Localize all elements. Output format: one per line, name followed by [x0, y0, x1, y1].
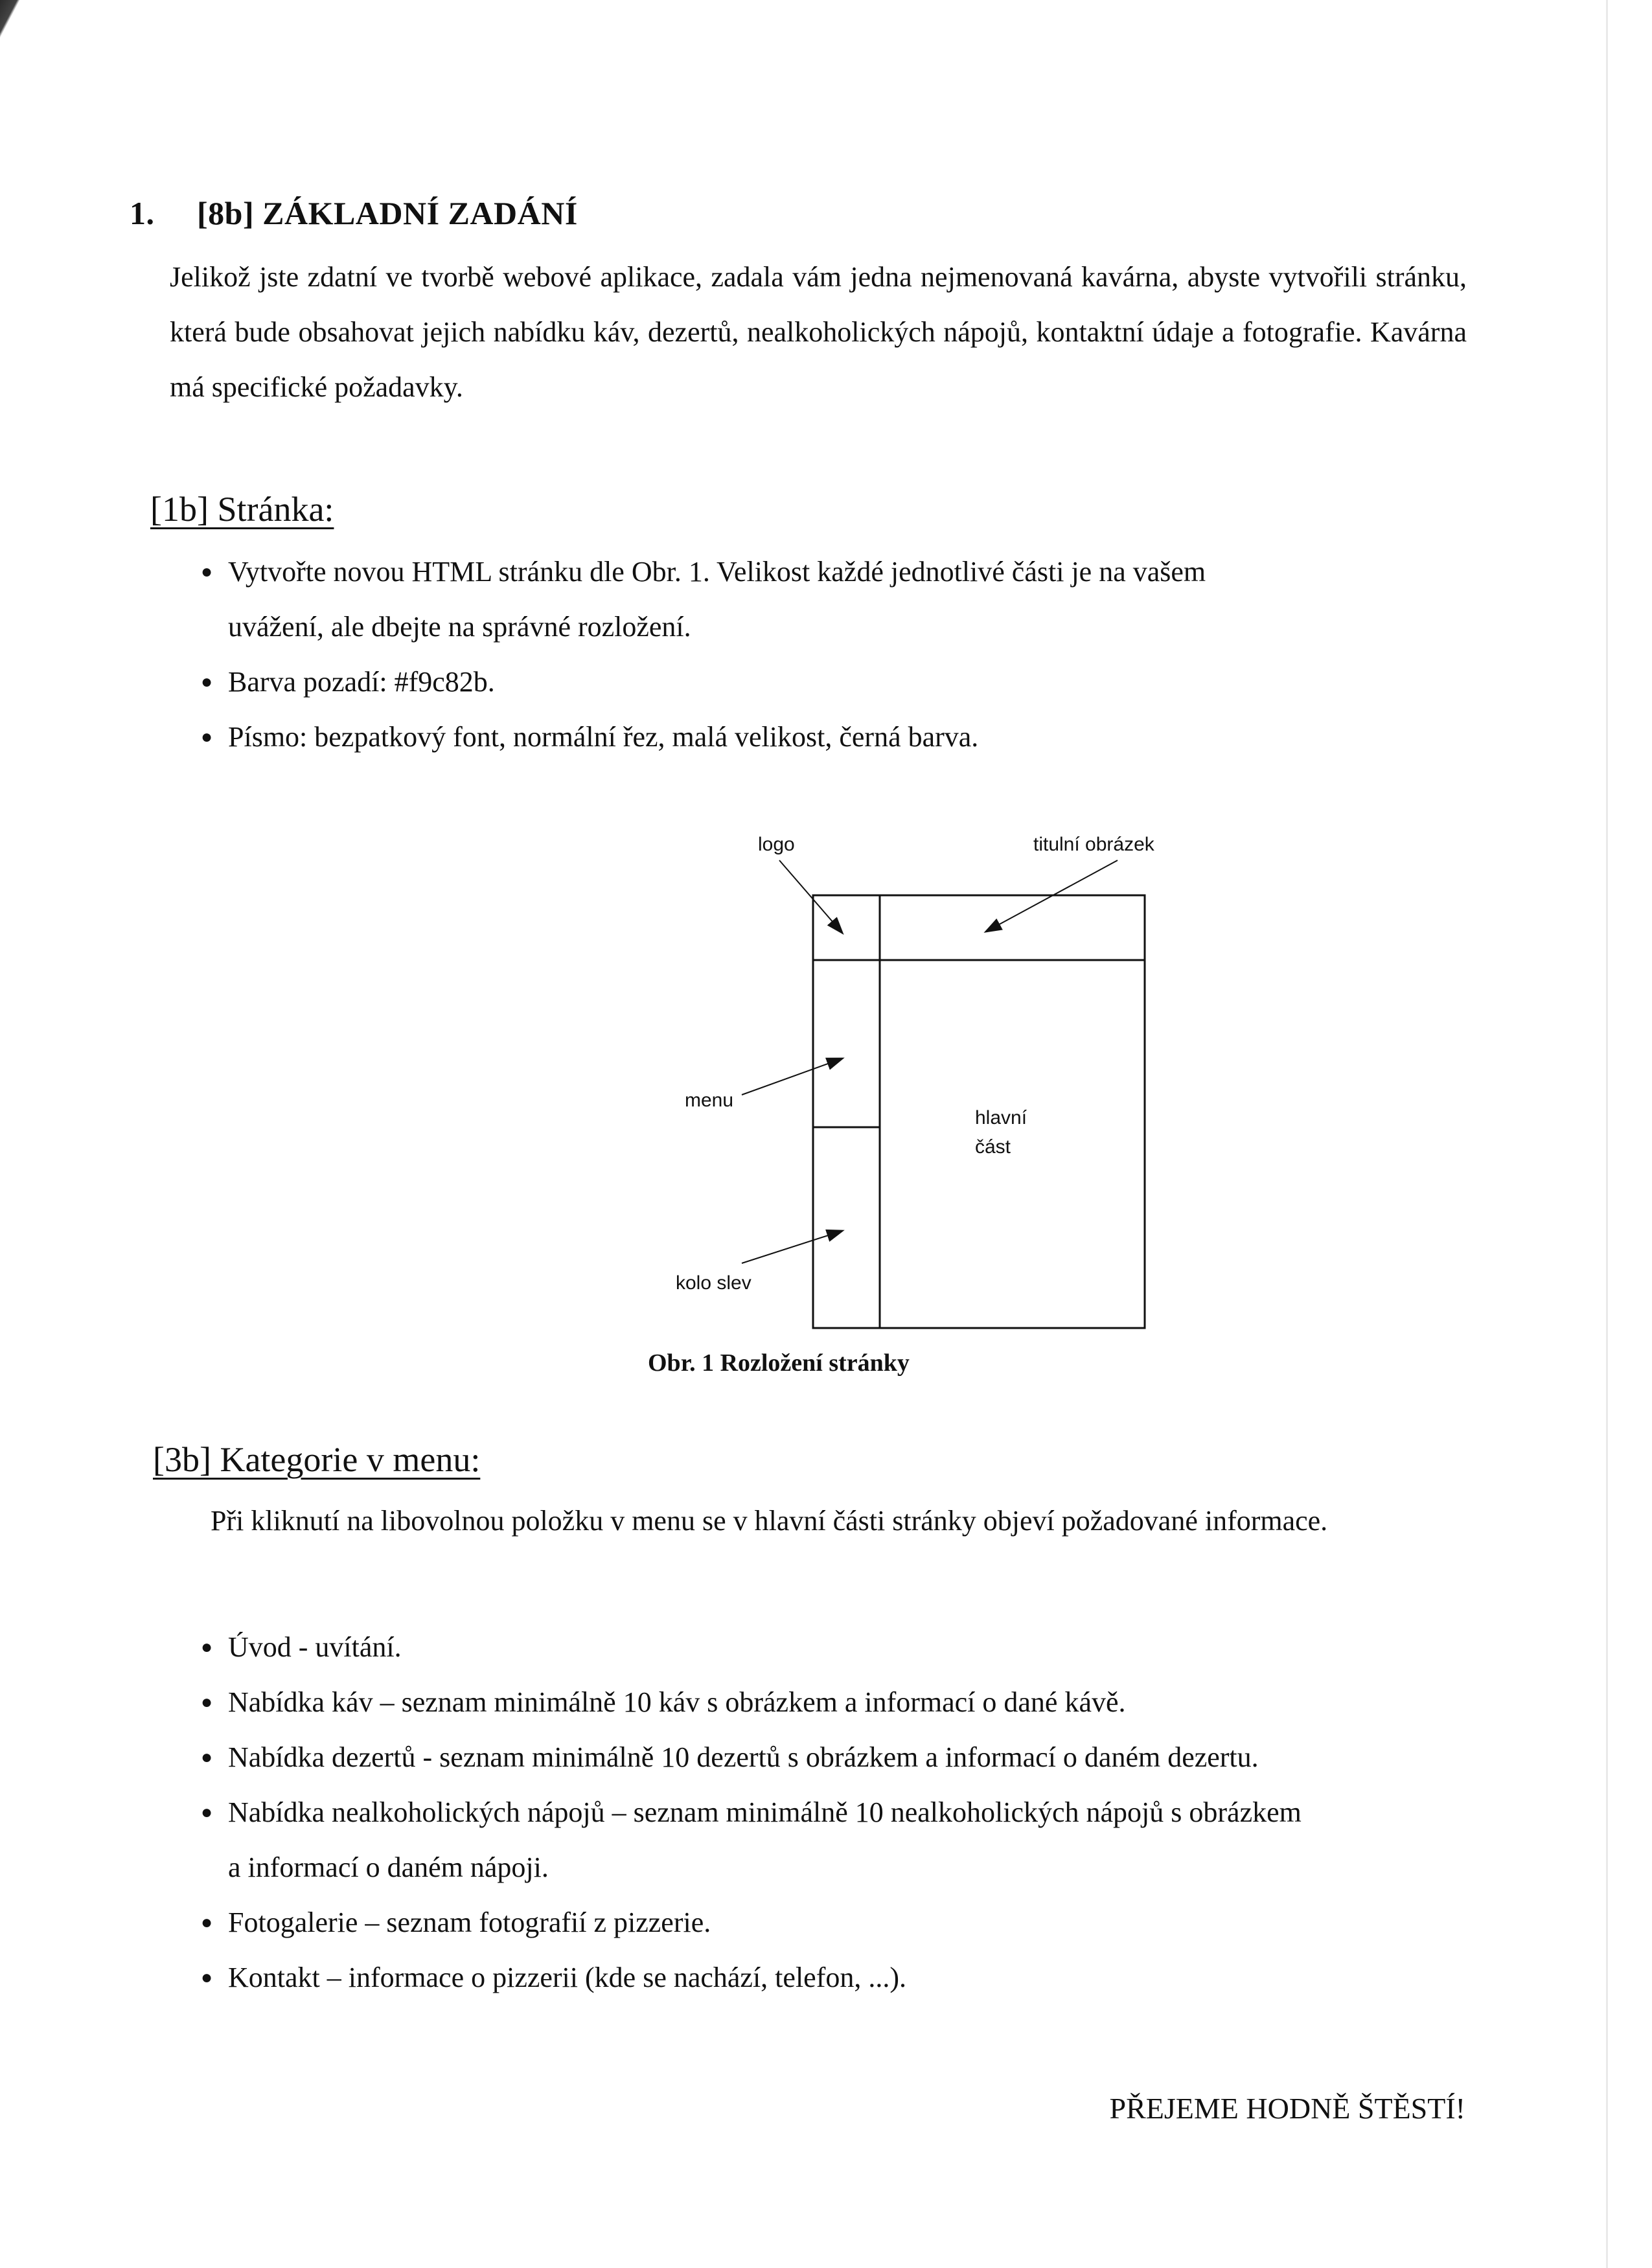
list-item [198, 1730, 1462, 1785]
bullet-icon: ● [201, 1802, 213, 1823]
page-requirements-list [198, 544, 1462, 764]
list-item [198, 1950, 1462, 2005]
menu-categories-list [198, 1620, 1462, 2005]
list-item [198, 709, 1462, 764]
bullet-icon: ● [201, 671, 213, 693]
bullet-icon: ● [201, 1636, 213, 1658]
label-title-image: titulní obrázek [1033, 834, 1154, 855]
bullet-icon: ● [201, 726, 213, 748]
list-item-text: Kontakt – informace o pizzerii (kde se nachází, telefon, ...). [228, 1962, 906, 1993]
label-main-1: hlavní [975, 1107, 1027, 1128]
list-item-continuation [198, 1840, 1462, 1895]
list-item-text: Nabídka dezertů - seznam minimálně 10 dezertů s obrázkem a informací o daném dezertu. [228, 1741, 1259, 1773]
list-item [198, 1620, 1462, 1675]
scan-edge-artifact [1606, 0, 1608, 2268]
bullet-icon: ● [201, 1912, 213, 1933]
list-item [198, 654, 1462, 709]
list-item-text: Písmo: bezpatkový font, normální řez, malá velikost, černá barva. [228, 721, 979, 753]
list-item [198, 1675, 1462, 1730]
list-item [198, 1785, 1462, 1840]
arrow-menu [742, 1059, 842, 1095]
label-logo: logo [758, 834, 795, 855]
section-title: [8b] ZÁKLADNÍ ZADÁNÍ [197, 195, 578, 231]
label-main-2: část [975, 1136, 1011, 1158]
list-item-text: Vytvořte novou HTML stránku dle Obr. 1. Velikost každé jednotlivé části je na vašem [228, 556, 1206, 588]
page-subsection-title: [1b] Stránka: [150, 490, 334, 529]
list-item-text: Úvod - uvítání. [228, 1631, 402, 1663]
menu-subsection-title: [3b] Kategorie v menu: [153, 1440, 481, 1479]
figure-caption: Obr. 1 Rozložení stránky [648, 1349, 910, 1377]
section-number: 1. [130, 195, 155, 231]
list-item [198, 1895, 1462, 1950]
arrow-logo [779, 860, 842, 933]
bullet-icon: ● [201, 561, 213, 582]
list-item-continuation [198, 599, 1462, 654]
list-item-text: Barva pozadí: #f9c82b. [228, 666, 495, 698]
list-item [198, 544, 1462, 599]
label-menu: menu [685, 1090, 734, 1111]
list-item-text: a informací o daném nápoji. [228, 1851, 549, 1883]
scan-fold-artifact [0, 0, 143, 272]
section-heading [130, 194, 578, 232]
arrow-discount-wheel [742, 1231, 842, 1263]
closing-text: PŘEJEME HODNĚ ŠTĚSTÍ! [1109, 2092, 1465, 2125]
menu-intro-paragraph: Při kliknutí na libovolnou položku v menu se v hlavní části stránky objeví požadované informace. [211, 1505, 1328, 1537]
list-item-text: Fotogalerie – seznam fotografií z pizzerie. [228, 1907, 711, 1938]
list-item-text: uvážení, ale dbejte na správné rozložení. [228, 611, 691, 643]
bullet-icon: ● [201, 1747, 213, 1768]
intro-paragraph: Jelikož jste zdatní ve tvorbě webové aplikace, zadala vám jedna nejmenovaná kavárna, abyste vytvořili stránku, která bude obsahovat jejich nabídku káv, dezertů, nealkoholických nápojů, kontaktní údaje a fotografie. Kavárna má specifické požadavky. [170, 261, 1467, 403]
label-discount-wheel: kolo slev [676, 1272, 751, 1294]
bullet-icon: ● [201, 1967, 213, 1988]
list-item-text: Nabídka nealkoholických nápojů – seznam minimálně 10 nealkoholických nápojů s obrázkem [228, 1796, 1302, 1828]
layout-diagram [648, 823, 1231, 1354]
bullet-icon: ● [201, 1691, 213, 1713]
list-item-text: Nabídka káv – seznam minimálně 10 káv s obrázkem a informací o dané kávě. [228, 1686, 1126, 1718]
